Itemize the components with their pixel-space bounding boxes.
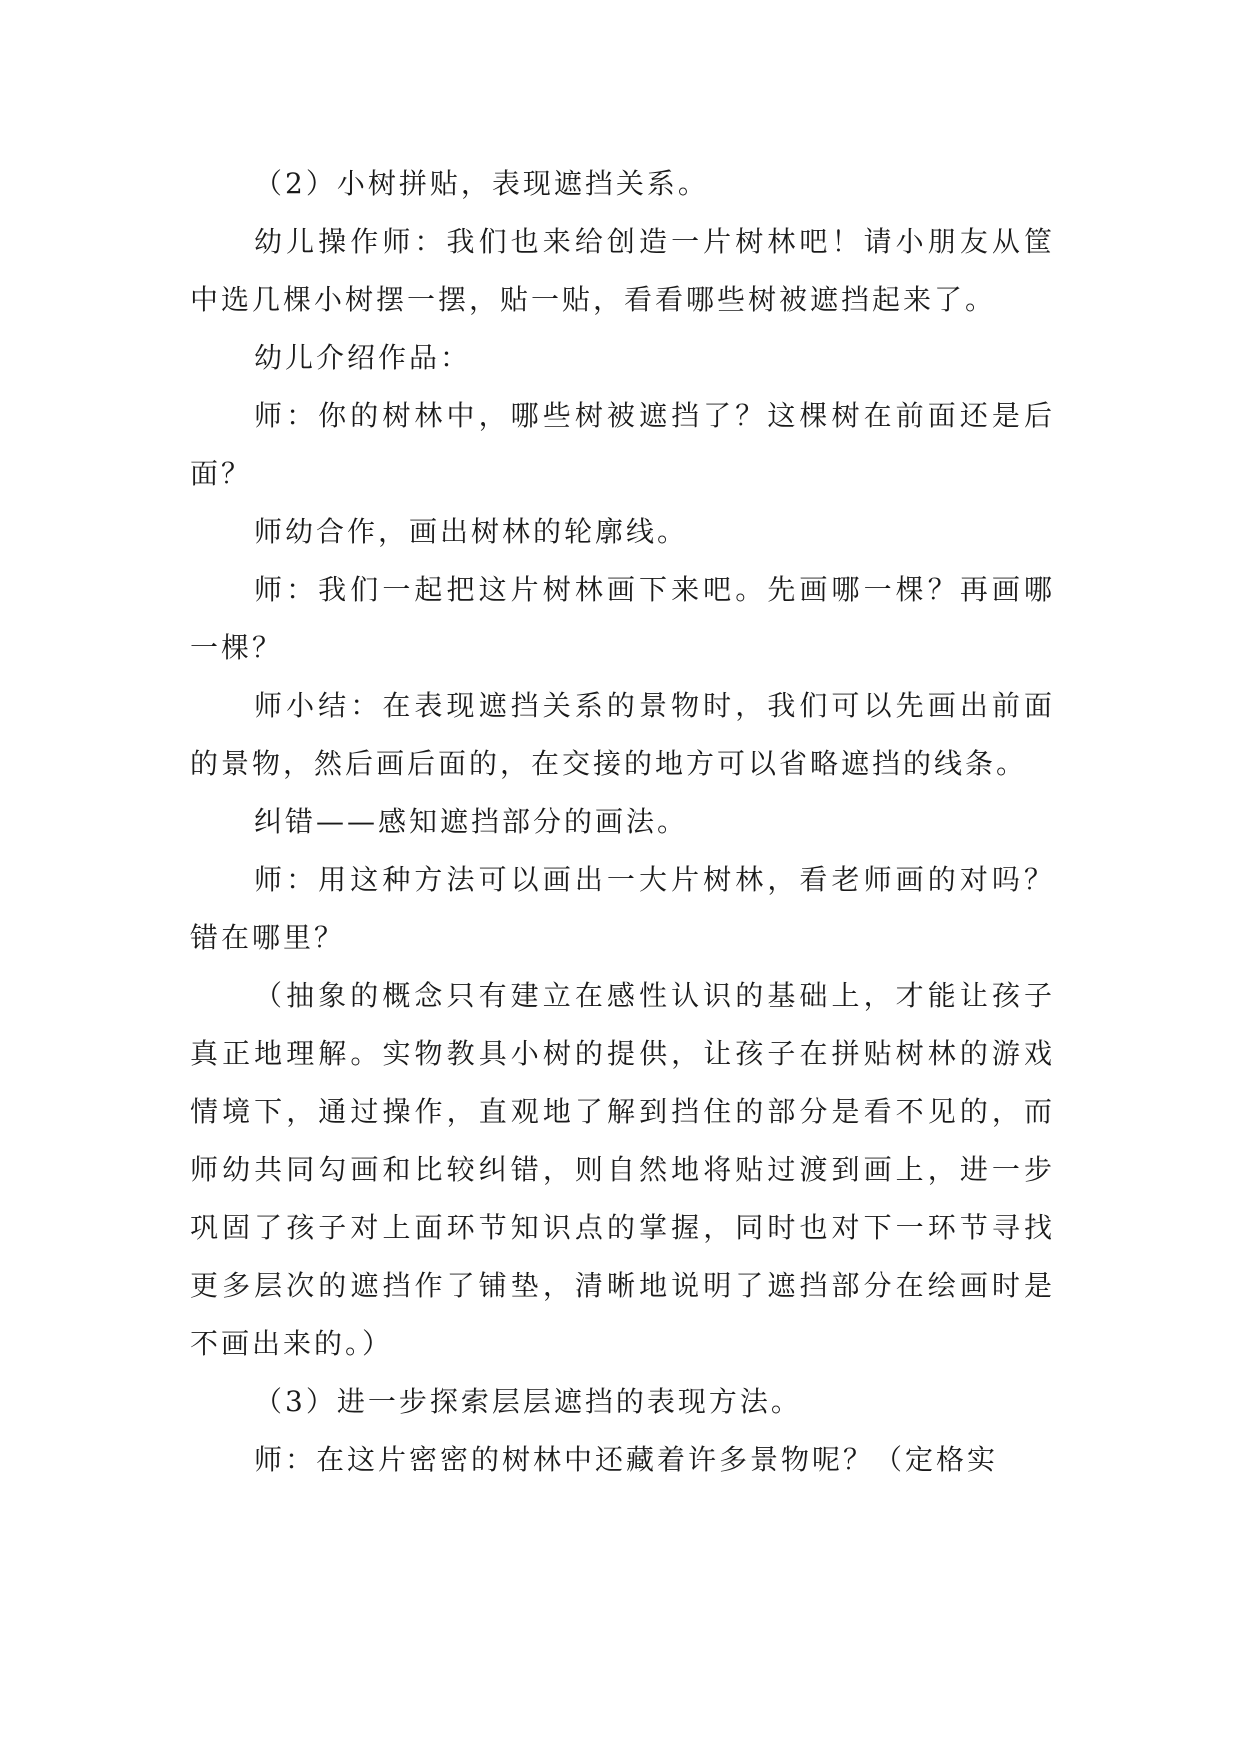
section-heading-layers: （3）进一步探索层层遮挡的表现方法。: [254, 1385, 802, 1418]
document-body: [190, 155, 1055, 1489]
paragraph-teacher-question: 师：你的树林中，哪些树被遮挡了？这棵树在前面还是后面？: [190, 399, 1055, 490]
paragraph-teacher-check: 师：用这种方法可以画出一大片树林，看老师画的对吗？错在哪里？: [190, 863, 1055, 954]
paragraph-cooperation: 师幼合作，画出树林的轮廓线。: [254, 515, 689, 548]
paragraph-teacher-summary: 师小结：在表现遮挡关系的景物时，我们可以先画出前面的景物，然后画后面的，在交接的地方可以省略遮挡的线条。: [190, 689, 1055, 780]
paragraph-child-activity: 幼儿操作师：我们也来给创造一片树林吧！请小朋友从筐中选几棵小树摆一摆，贴一贴，看看哪些树被遮挡起来了。: [190, 225, 1055, 316]
paragraph-correction: 纠错——感知遮挡部分的画法。: [254, 805, 689, 838]
paragraph-teacher-draw: 师：我们一起把这片树林画下来吧。先画哪一棵？再画哪一棵？: [190, 573, 1055, 664]
section-heading-collage: （2）小树拼贴，表现遮挡关系。: [254, 167, 709, 200]
paragraph-reflection-note: （抽象的概念只有建立在感性认识的基础上，才能让孩子真正地理解。实物教具小树的提供，让孩子在拼贴树林的游戏情境下，通过操作，直观地了解到挡住的部分是看不见的，而师幼共同勾画和比较纠错，则自然地将贴过渡到画上，进一步巩固了孩子对上面环节知识点的掌握，同时也对下一环节寻找更多层次的遮挡作了铺垫，清晰地说明了遮挡部分在绘画时是不画出来的。）: [190, 979, 1055, 1360]
paragraph-teacher-forest: 师：在这片密密的树林中还藏着许多景物呢？（定格实: [254, 1443, 999, 1476]
paragraph-child-introduction: 幼儿介绍作品：: [254, 341, 472, 374]
